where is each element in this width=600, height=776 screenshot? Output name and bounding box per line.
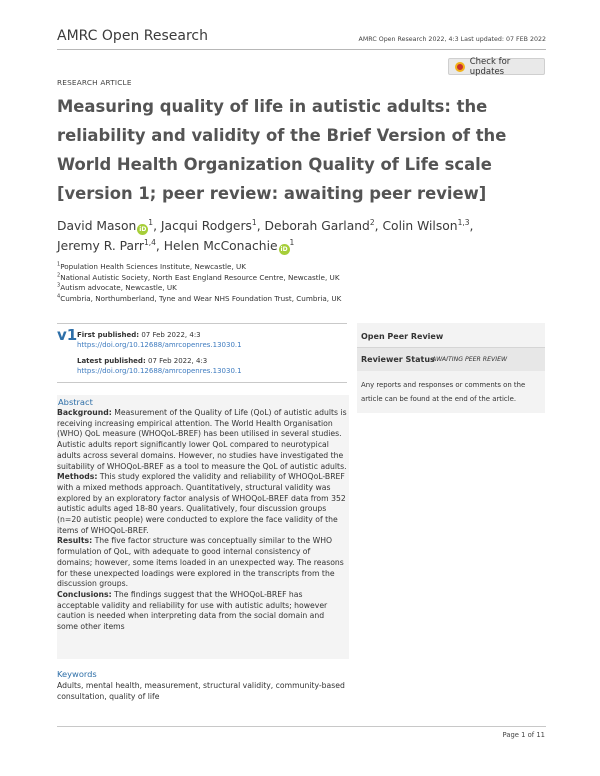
crossmark-icon xyxy=(455,62,465,72)
author-name[interactable]: Jeremy R. Parr xyxy=(57,239,144,253)
latest-published-date: 07 Feb 2022, 4:3 xyxy=(147,357,208,365)
affiliation-item: $^1$Population Health Sciences Institute, Newcastle, UK xyxy=(57,261,246,271)
author-name[interactable]: Helen McConachie xyxy=(163,239,278,253)
affiliation-list xyxy=(57,262,341,304)
author-affiliation-ref: 1,3 xyxy=(457,217,470,227)
author-affiliation-ref: 2 xyxy=(369,217,375,227)
author-list: David Mason $iD^1$, Jacqui Rodgers$^1$, Deborah Garland$^2$, Colin Wilson$^{1,3}$, Jeremy R. Parr$^{1,4}$, Helen McConachie $iD^1$ xyxy=(57,217,474,253)
open-peer-review-title: Open Peer Review xyxy=(361,332,444,341)
first-published-doi-link[interactable]: https://doi.org/10.12688/amrcopenres.13030.1 xyxy=(77,341,242,349)
publication-info xyxy=(57,323,347,383)
abstract-section xyxy=(57,395,349,659)
keywords-heading: Keywords xyxy=(57,669,97,679)
first-published-label: First published: xyxy=(77,331,140,339)
keywords-text: Adults, mental health, measurement, structural validity, community-based consultation, quality of life xyxy=(57,681,345,701)
author-name[interactable]: Colin Wilson xyxy=(382,219,458,233)
article-type: RESEARCH ARTICLE xyxy=(57,78,132,87)
journal-brand[interactable]: AMRC Open Research xyxy=(57,28,208,44)
affiliation-item: $^3$Autism advocate, Newcastle, UK xyxy=(57,282,177,293)
first-published-date: 07 Feb 2022, 4:3 xyxy=(141,331,201,339)
author-affiliation-ref: 1 xyxy=(289,237,295,247)
author-name[interactable]: Jacqui Rodgers xyxy=(160,219,252,233)
abstract-conclusions: Conclusions: The findings suggest that the WHOQoL-BREF has acceptable validity and reliability for use with autistic adults; however caution is needed when interpreting data from the social domain and some other items xyxy=(57,589,328,632)
reviewer-status-value: AWAITING PEER REVIEW xyxy=(432,356,508,363)
open-peer-review-panel xyxy=(357,323,545,413)
page-header xyxy=(57,30,546,50)
author-name[interactable]: Deborah Garland xyxy=(264,219,370,233)
citation-line: AMRC Open Research 2022, 4:3 Last updated: 07 FEB 2022 xyxy=(358,36,546,43)
version-badge: v1 xyxy=(57,326,78,344)
author-affiliation-ref: 1 xyxy=(148,217,154,227)
affiliation-item: $^2$National Autistic Society, North East England Resource Centre, Newcastle, UK xyxy=(57,272,340,282)
article-title: Measuring quality of life in autistic adults: the reliability and validity of the Brief Version of the World Health Organization Quality of Life scale [version 1; peer review: awaiting peer review] xyxy=(57,97,507,203)
footer-divider xyxy=(57,726,546,727)
affiliation-item: $^4$Cumbria, Northumberland, Tyne and Wear NHS Foundation Trust, Cumbria, UK xyxy=(57,293,342,303)
check-for-updates-button[interactable] xyxy=(448,58,545,75)
abstract-methods: Methods: This study explored the validity and reliability of WHOQoL-BREF with a mixed methods approach. Quantitatively, structural validity was explored by an exploratory factor analysis of WHOQoL-BREF data from 352 autistic adults aged 18-80 years. Qualitatively, four discussion groups (n=20 autistic people) were conducted to explore the face validity of the items of WHOQoL-BREF. xyxy=(57,472,346,535)
reviewer-status-row xyxy=(357,347,545,371)
abstract-results: Results: The five factor structure was conceptually similar to the WHO formulation of QoL, with adequate to good internal consistency of domains; however, some items loaded in an unexpected way. The reasons for these unexpected loadings were explored in the transcripts from the discussion groups. xyxy=(57,536,344,589)
author-affiliation-ref: 1,4 xyxy=(143,237,156,247)
author-affiliation-ref: 1 xyxy=(251,217,257,227)
abstract-background: Background: Measurement of the Quality of Life (QoL) of autistic adults is receiving increasing empirical attention. The World Health Organisation (WHO) QoL measure (WHOQoL-BREF) has been utilised in several studies. Autistic adults report significantly lower QoL compared to neurotypical adults across several domains. However, no studies have investigated the suitability of WHOQoL-BREF as a tool to measure the QoL of autistic adults. xyxy=(57,408,347,471)
orcid-icon[interactable]: iD xyxy=(280,246,288,253)
latest-published-label: Latest published: xyxy=(77,357,146,365)
review-note: Any reports and responses or comments on the article can be found at the end of the article. xyxy=(361,381,526,403)
latest-published-doi-link[interactable]: https://doi.org/10.12688/amrcopenres.13030.1 xyxy=(77,367,242,375)
check-for-updates-label: Check for updates xyxy=(469,56,511,77)
page-number: Page 1 of 11 xyxy=(502,731,545,739)
author-name[interactable]: David Mason xyxy=(57,219,137,233)
reviewer-status-label: Reviewer Status xyxy=(361,355,435,364)
abstract-heading: Abstract xyxy=(58,397,93,407)
orcid-icon[interactable]: iD xyxy=(139,226,147,233)
